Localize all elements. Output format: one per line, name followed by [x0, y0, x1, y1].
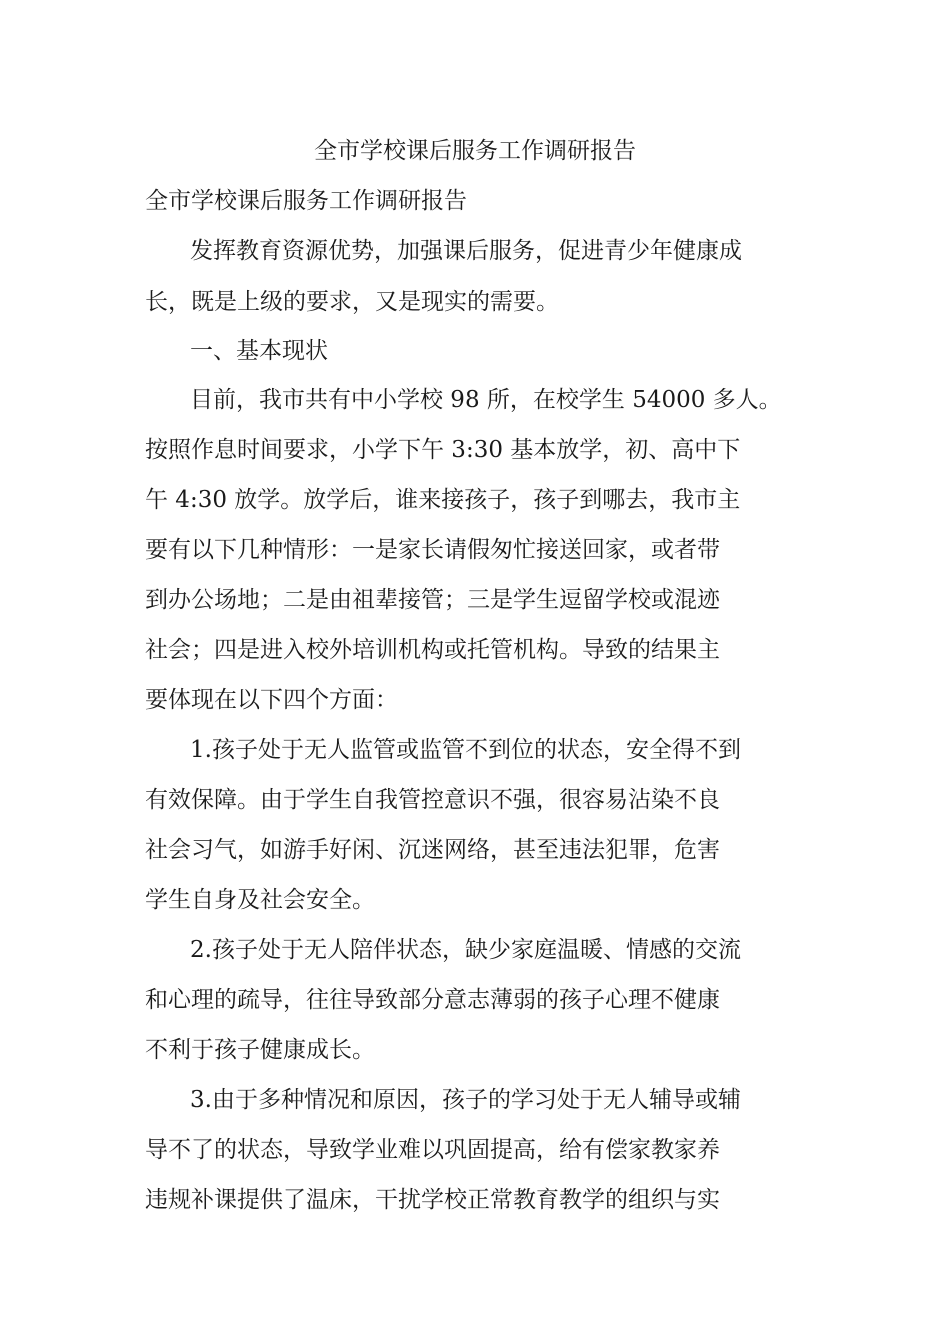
text-line: 目前，我市共有中小学校 98 所，在校学生 54000 多人。 [190, 387, 782, 413]
text-line: 导不了的状态，导致学业难以巩固提高，给有偿家教家养 [145, 1137, 720, 1163]
text-line: 社会；四是进入校外培训机构或托管机构。导致的结果主 [145, 637, 720, 663]
text-line: 不利于孩子健康成长。 [145, 1037, 375, 1063]
text-line: 1.孩子处于无人监管或监管不到位的状态，安全得不到 [190, 737, 741, 763]
text-line: 有效保障。由于学生自我管控意识不强，很容易沾染不良 [145, 787, 720, 813]
text-line: 发挥教育资源优势，加强课后服务，促进青少年健康成 [190, 238, 742, 264]
document-subtitle: 全市学校课后服务工作调研报告 [145, 188, 467, 214]
text-line: 和心理的疏导，往往导致部分意志薄弱的孩子心理不健康 [145, 987, 720, 1013]
text-line: 社会习气，如游手好闲、沉迷网络，甚至违法犯罪，危害 [145, 837, 720, 863]
text-line: 按照作息时间要求，小学下午 3:30 基本放学，初、高中下 [145, 437, 741, 463]
text-line: 违规补课提供了温床，干扰学校正常教育教学的组织与实 [145, 1187, 720, 1213]
text-line: 3.由于多种情况和原因，孩子的学习处于无人辅导或辅 [190, 1087, 741, 1113]
text-line: 2.孩子处于无人陪伴状态，缺少家庭温暖、情感的交流 [190, 937, 741, 963]
text-line: 要体现在以下四个方面： [145, 687, 398, 713]
text-line: 学生自身及社会安全。 [145, 887, 375, 913]
text-line: 要有以下几种情形：一是家长请假匆忙接送回家，或者带 [145, 537, 720, 563]
text-line: 长，既是上级的要求，又是现实的需要。 [145, 289, 559, 315]
text-line: 到办公场地；二是由祖辈接管；三是学生逗留学校或混迹 [145, 587, 720, 613]
document-title: 全市学校课后服务工作调研报告 [314, 138, 636, 164]
section-heading: 一、基本现状 [190, 338, 328, 364]
text-line: 午 4:30 放学。放学后，谁来接孩子，孩子到哪去，我市主 [145, 487, 741, 513]
